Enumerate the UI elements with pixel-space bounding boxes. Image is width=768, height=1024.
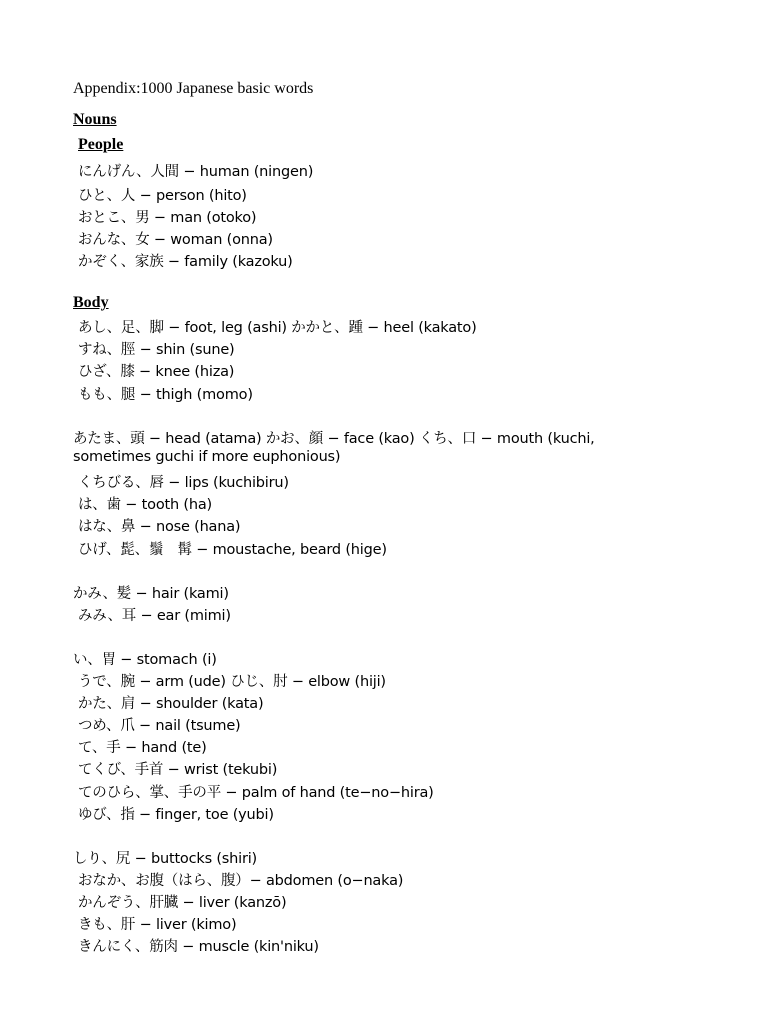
- subsection-heading-body: Body: [73, 294, 109, 311]
- list-item: かた、肩 − shoulder (kata): [78, 696, 264, 712]
- list-item: おとこ、男 − man (otoko): [78, 210, 257, 226]
- list-item: すね、脛 − shin (sune): [78, 342, 235, 358]
- list-item: にんげん、人間 − human (ningen): [78, 164, 314, 180]
- list-item: ひざ、膝 − knee (hiza): [78, 364, 235, 380]
- list-item: おんな、女 − woman (onna): [78, 232, 273, 248]
- list-item: かみ、髪 − hair (kami): [73, 586, 229, 602]
- list-item: みみ、耳 − ear (mimi): [78, 608, 231, 624]
- list-item: きんにく、筋肉 − muscle (kin'niku): [78, 939, 319, 955]
- list-item: て、手 − hand (te): [78, 740, 207, 756]
- list-item: はな、鼻 − nose (hana): [78, 519, 241, 535]
- list-item: うで、腕 − arm (ude) ひじ、肘 − elbow (hiji): [78, 674, 386, 690]
- list-item: あたま、頭 − head (atama) かお、顔 − face (kao) くち、口 − mouth (kuchi,: [73, 431, 595, 447]
- list-item: てくび、手首 − wrist (tekubi): [78, 762, 278, 778]
- list-item: くちびる、唇 − lips (kuchibiru): [78, 475, 289, 491]
- section-heading-nouns: Nouns: [73, 111, 117, 128]
- list-item: つめ、爪 − nail (tsume): [78, 718, 241, 734]
- document-title: Appendix:1000 Japanese basic words: [73, 80, 314, 97]
- list-item: sometimes guchi if more euphonious): [73, 449, 341, 465]
- list-item: かぞく、家族 − family (kazoku): [78, 254, 293, 270]
- list-item: もも、腿 − thigh (momo): [78, 387, 253, 403]
- list-item: ゆび、指 − finger, toe (yubi): [78, 807, 274, 823]
- subsection-heading-people: People: [78, 136, 124, 153]
- list-item: きも、肝 − liver (kimo): [78, 917, 237, 933]
- list-item: あし、足、脚 − foot, leg (ashi) かかと、踵 − heel (kakato): [78, 320, 477, 336]
- list-item: てのひら、掌、手の平 − palm of hand (te−no−hira): [78, 785, 434, 801]
- list-item: い、胃 − stomach (i): [73, 652, 217, 668]
- list-item: おなか、お腹（はら、腹）− abdomen (o−naka): [78, 873, 404, 889]
- list-item: ひげ、髭、鬚 髯 − moustache, beard (hige): [78, 542, 387, 558]
- list-item: は、歯 − tooth (ha): [78, 497, 212, 513]
- list-item: かんぞう、肝臓 − liver (kanzō): [78, 895, 287, 911]
- list-item: しり、尻 − buttocks (shiri): [73, 851, 258, 867]
- list-item: ひと、人 − person (hito): [78, 188, 247, 204]
